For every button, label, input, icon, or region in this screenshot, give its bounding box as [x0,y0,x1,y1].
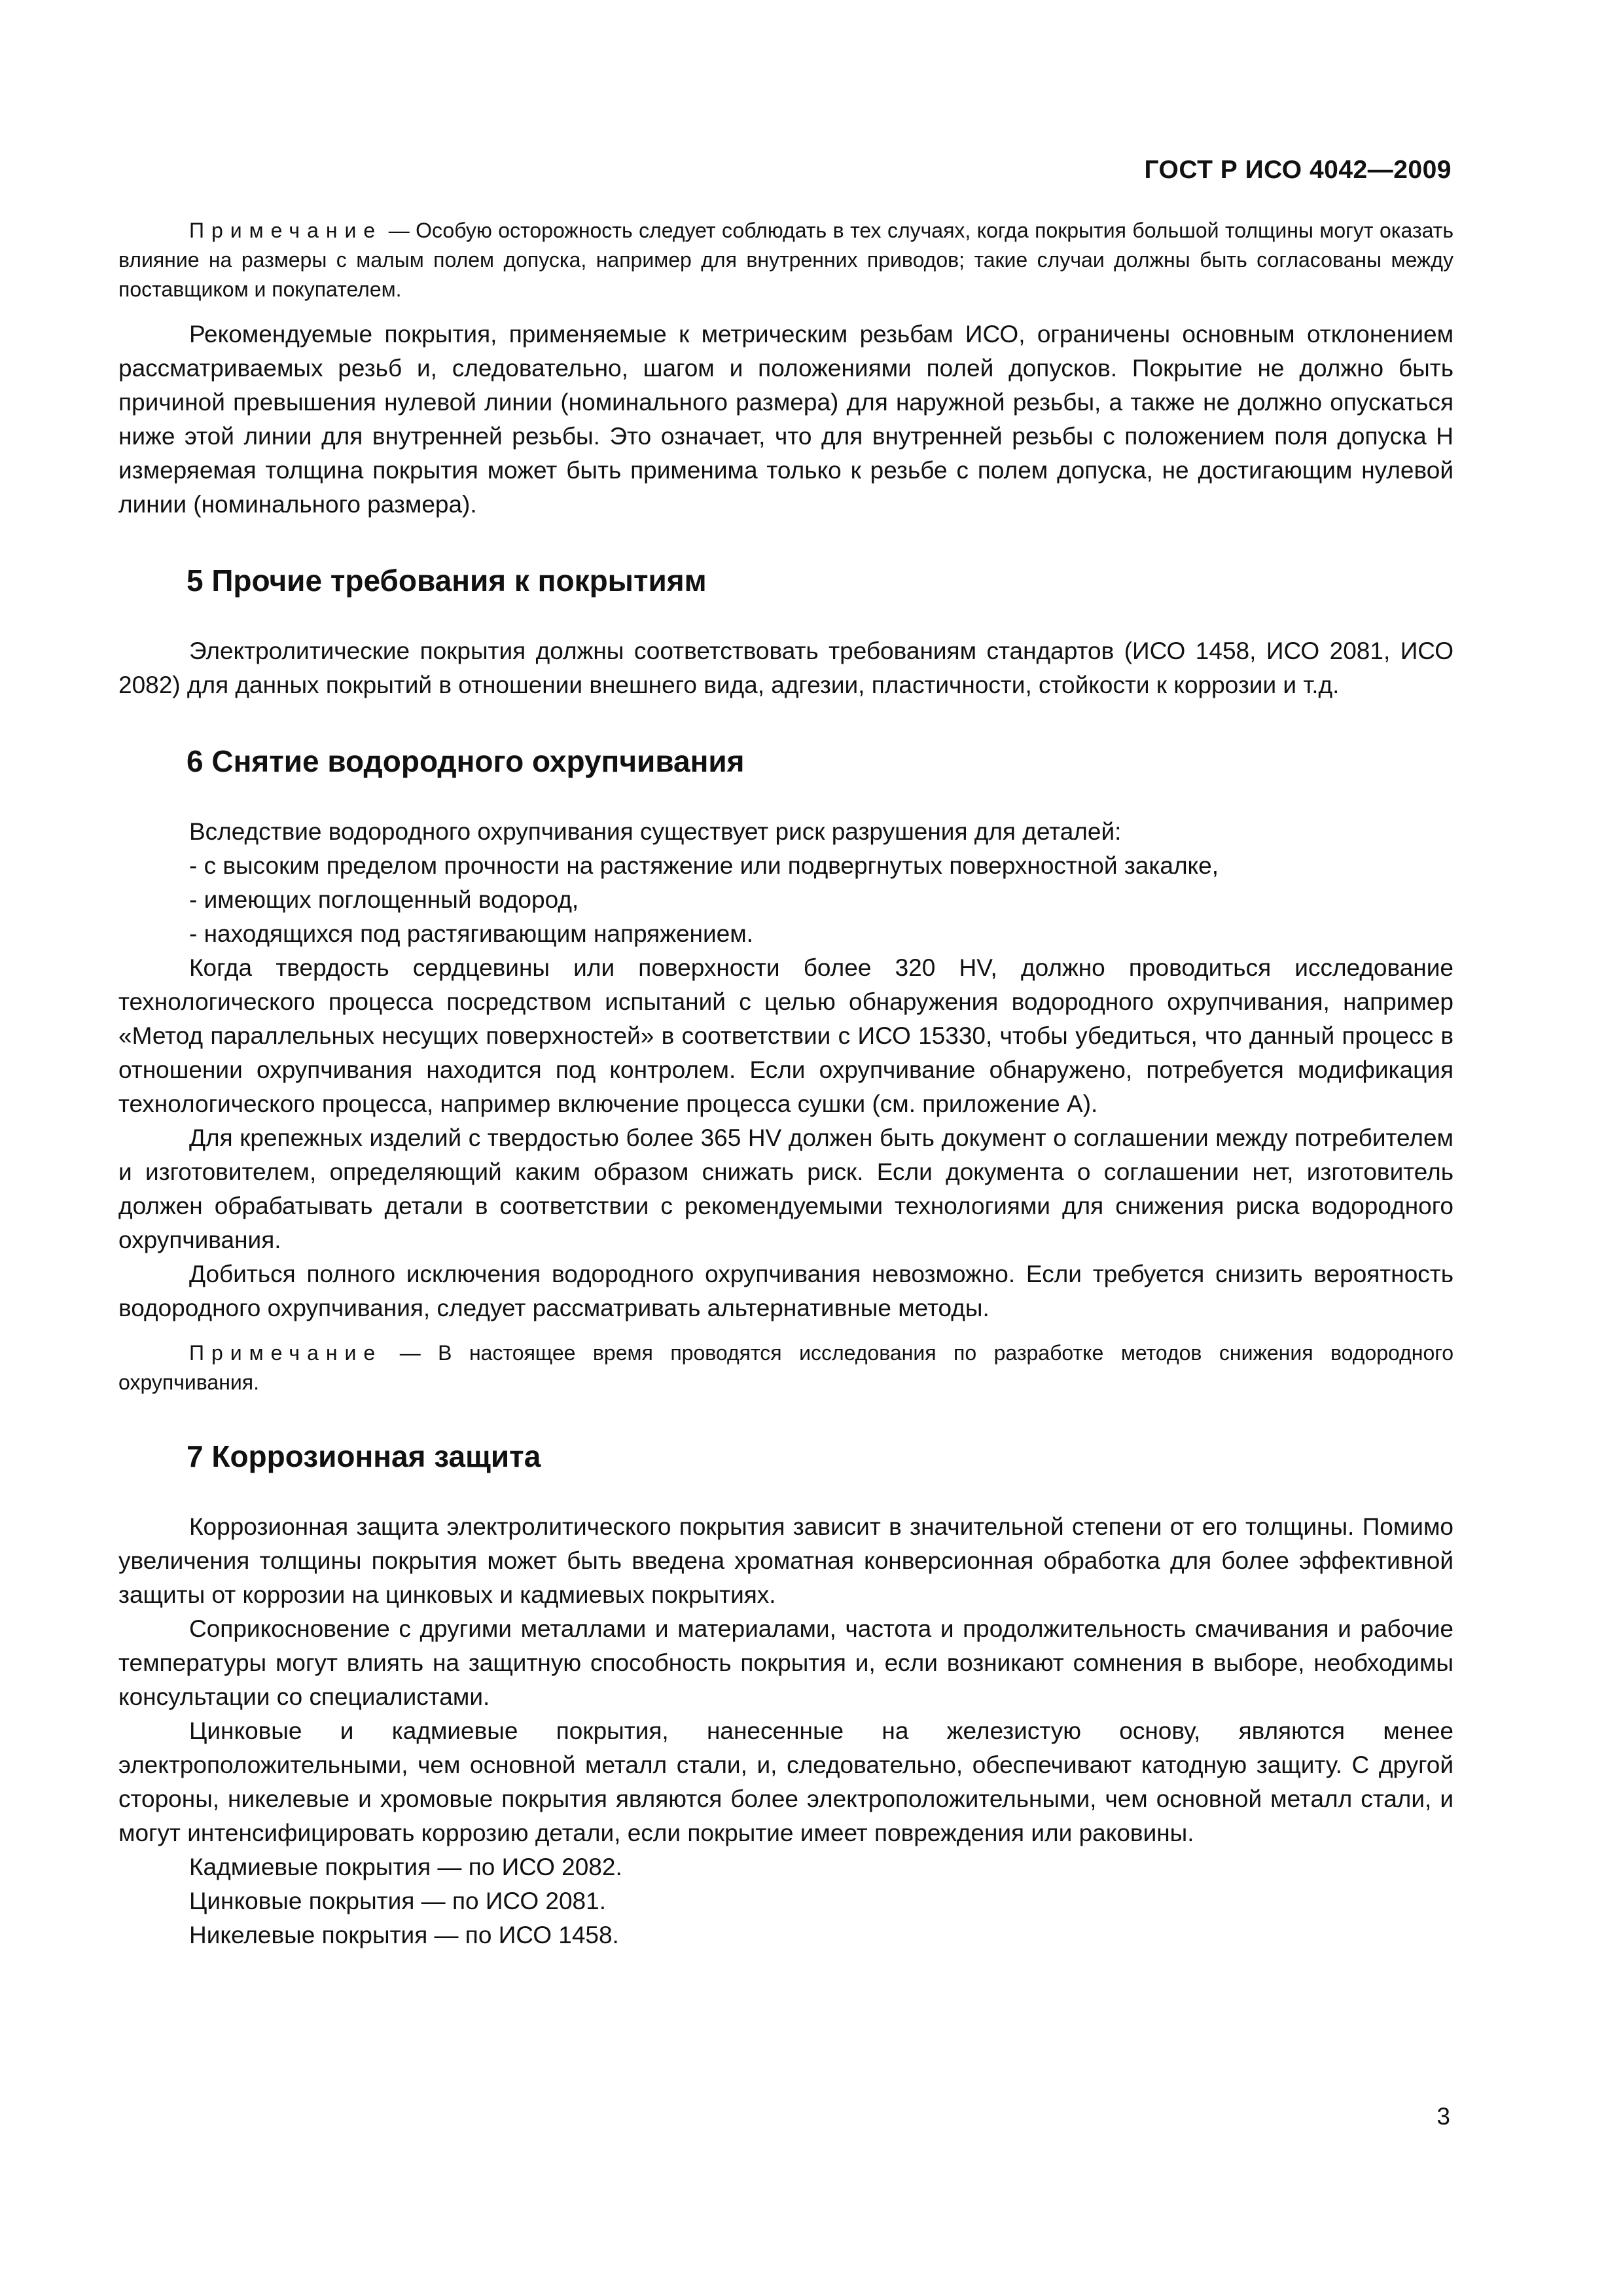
section-6-paragraph-3: Добиться полного исключения водородного охрупчивания невозможно. Если требуется снизить вероятность водородного охрупчивания, следует рассматривать альтернативные методы. [118,1261,1454,1321]
section-5-title: 5 Прочие требования к покрытиям [187,564,707,598]
reference-line: Никелевые покрытия — по ИСО 1458. [189,1922,619,1948]
note-text: — В настоящее время проводятся исследования по разработке методов снижения водородного охрупчивания. [118,1341,1454,1394]
section-6-paragraph-2: Для крепежных изделий с твердостью более 365 HV должен быть документ о соглашении между потребителем и изготовителем, определяющий каким образом снижать риск. Если документа о соглашении нет, изготовитель должен обрабатывать детали в соответствии с рекомендуемыми технологиями для снижения риска водородного охрупчивания. [118,1124,1454,1253]
note-label: Примечание [189,219,383,242]
section-6-paragraph-1: Когда твердость сердцевины или поверхности более 320 HV, должно проводиться исследование технологического процесса посредством испытаний с целью обнаружения водородного охрупчивания, например «Метод параллельных несущих поверхностей» в соответствии с ИСО 15330, чтобы убедиться, что данный процесс в отношении охрупчивания находится под контролем. Если охрупчивание обнаружено, потребуется модификация технологического процесса, например включение процесса сушки (см. приложение А). [118,954,1454,1117]
list-item: - имеющих поглощенный водород, [189,886,579,913]
list-item: - находящихся под растягивающим напряжением. [189,920,753,947]
section-6-intro: Вследствие водородного охрупчивания существует риск разрушения для деталей: [189,818,1122,845]
note-label: Примечание [189,1341,383,1365]
note-2 [118,1338,1454,1397]
section-7-paragraph-2: Соприкосновение с другими металлами и материалами, частота и продолжительность смачивания и рабочие температуры могут влиять на защитную способность покрытия и, если возникают сомнения в выборе, необходимы консультации со специалистами. [118,1615,1454,1710]
section-7-title: 7 Коррозионная защита [187,1439,541,1473]
section-6-title: 6 Снятие водородного охрупчивания [187,744,745,778]
page-body [118,216,1454,1952]
note-text: — Особую осторожность следует соблюдать в тех случаях, когда покрытия большой толщины могут оказать влияние на размеры с малым полем допуска, например для внутренних приводов; такие случаи должны быть согласованы между поставщиком и покупателем. [118,219,1454,301]
list-item: - с высоким пределом прочности на растяжение или подвергнутых поверхностной закалке, [189,852,1219,879]
section-5-text: Электролитические покрытия должны соответствовать требованиям стандартов (ИСО 1458, ИСО 2081, ИСО 2082) для данных покрытий в отношении внешнего вида, адгезии, пластичности, стойкости к коррозии и т.д. [118,637,1454,698]
paragraph-coatings: Рекомендуемые покрытия, применяемые к метрическим резьбам ИСО, ограничены основным отклонением рассматриваемых резьб и, следовательно, шагом и положениями полей допусков. Покрытие не должно быть причиной превышения нулевой линии (номинального размера) для наружной резьбы, а также не должно опускаться ниже этой линии для внутренней резьбы. Это означает, что для внутренней резьбы с положением поля допуска H измеряемая толщина покрытия может быть применима только к резьбе с полем допуска, не достигающим нулевой линии (номинального размера). [118,321,1454,518]
note-1 [118,216,1454,304]
section-7-paragraph-3: Цинковые и кадмиевые покрытия, нанесенные на железистую основу, являются менее электроположительными, чем основной металл стали, и, следовательно, обеспечивают катодную защиту. С другой стороны, никелевые и хромовые покрытия являются более электроположительными, чем основной металл стали, и могут интенсифицировать коррозию детали, если покрытие имеет повреждения или раковины. [118,1717,1454,1846]
section-7-paragraph-1: Коррозионная защита электролитического покрытия зависит в значительной степени от его толщины. Помимо увеличения толщины покрытия может быть введена хроматная конверсионная обработка для более эффективной защиты от коррозии на цинковых и кадмиевых покрытиях. [118,1513,1454,1608]
reference-line: Кадмиевые покрытия — по ИСО 2082. [189,1854,622,1880]
section-6-list [118,849,1454,951]
reference-line: Цинковые покрытия — по ИСО 2081. [189,1888,606,1914]
page-number: 3 [1436,2103,1450,2130]
document-number: ГОСТ Р ИСО 4042—2009 [1144,156,1452,184]
